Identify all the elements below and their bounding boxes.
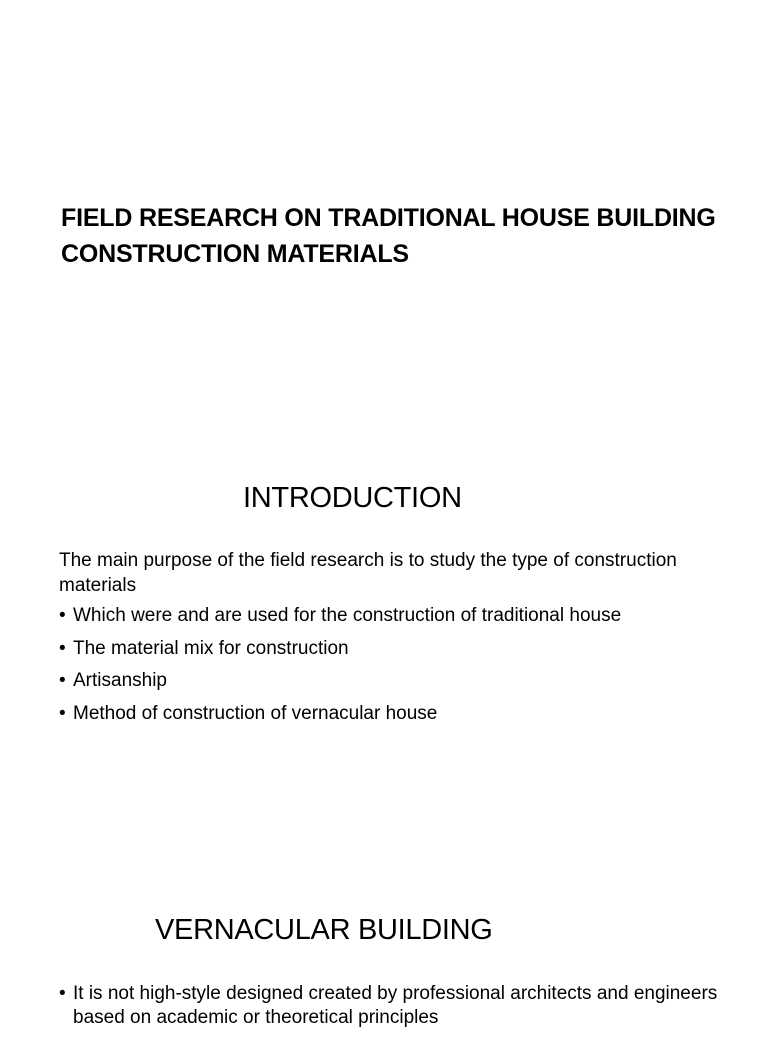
- introduction-slide: [0, 384, 768, 768]
- bullet-item: [59, 603, 719, 628]
- bullet-item: [59, 668, 719, 693]
- bullet-text: It is not high-style designed created by professional architects and engineers based on academic or theoretical principles: [73, 983, 718, 1028]
- introduction-bullet-list: [59, 603, 719, 726]
- bullet-item: [59, 701, 719, 726]
- bullet-icon: •: [59, 670, 66, 691]
- bullet-text: Method of construction of vernacular house: [73, 702, 438, 724]
- bullet-item: [59, 982, 719, 1030]
- bullet-item: [59, 636, 719, 661]
- bullet-icon: •: [59, 983, 66, 1004]
- vernacular-bullet-list: [59, 982, 719, 1030]
- document-title: FIELD RESEARCH ON TRADITIONAL HOUSE BUILDING CONSTRUCTION MATERIALS: [61, 204, 716, 268]
- bullet-icon: •: [59, 637, 66, 659]
- introduction-heading: INTRODUCTION: [243, 482, 462, 514]
- bullet-icon: •: [59, 605, 66, 626]
- vernacular-building-heading: VERNACULAR BUILDING: [155, 914, 493, 946]
- vernacular-building-slide: [0, 768, 768, 1028]
- bullet-text: Artisanship: [73, 670, 167, 691]
- title-slide: [0, 0, 768, 384]
- bullet-text: The material mix for construction: [73, 637, 349, 659]
- introduction-body: [59, 548, 719, 733]
- bullet-icon: •: [59, 702, 66, 724]
- bullet-text: Which were and are used for the construction of traditional house: [73, 605, 622, 626]
- vernacular-body: [59, 982, 719, 1038]
- introduction-paragraph: The main purpose of the field research is to study the type of construction materials: [59, 550, 677, 596]
